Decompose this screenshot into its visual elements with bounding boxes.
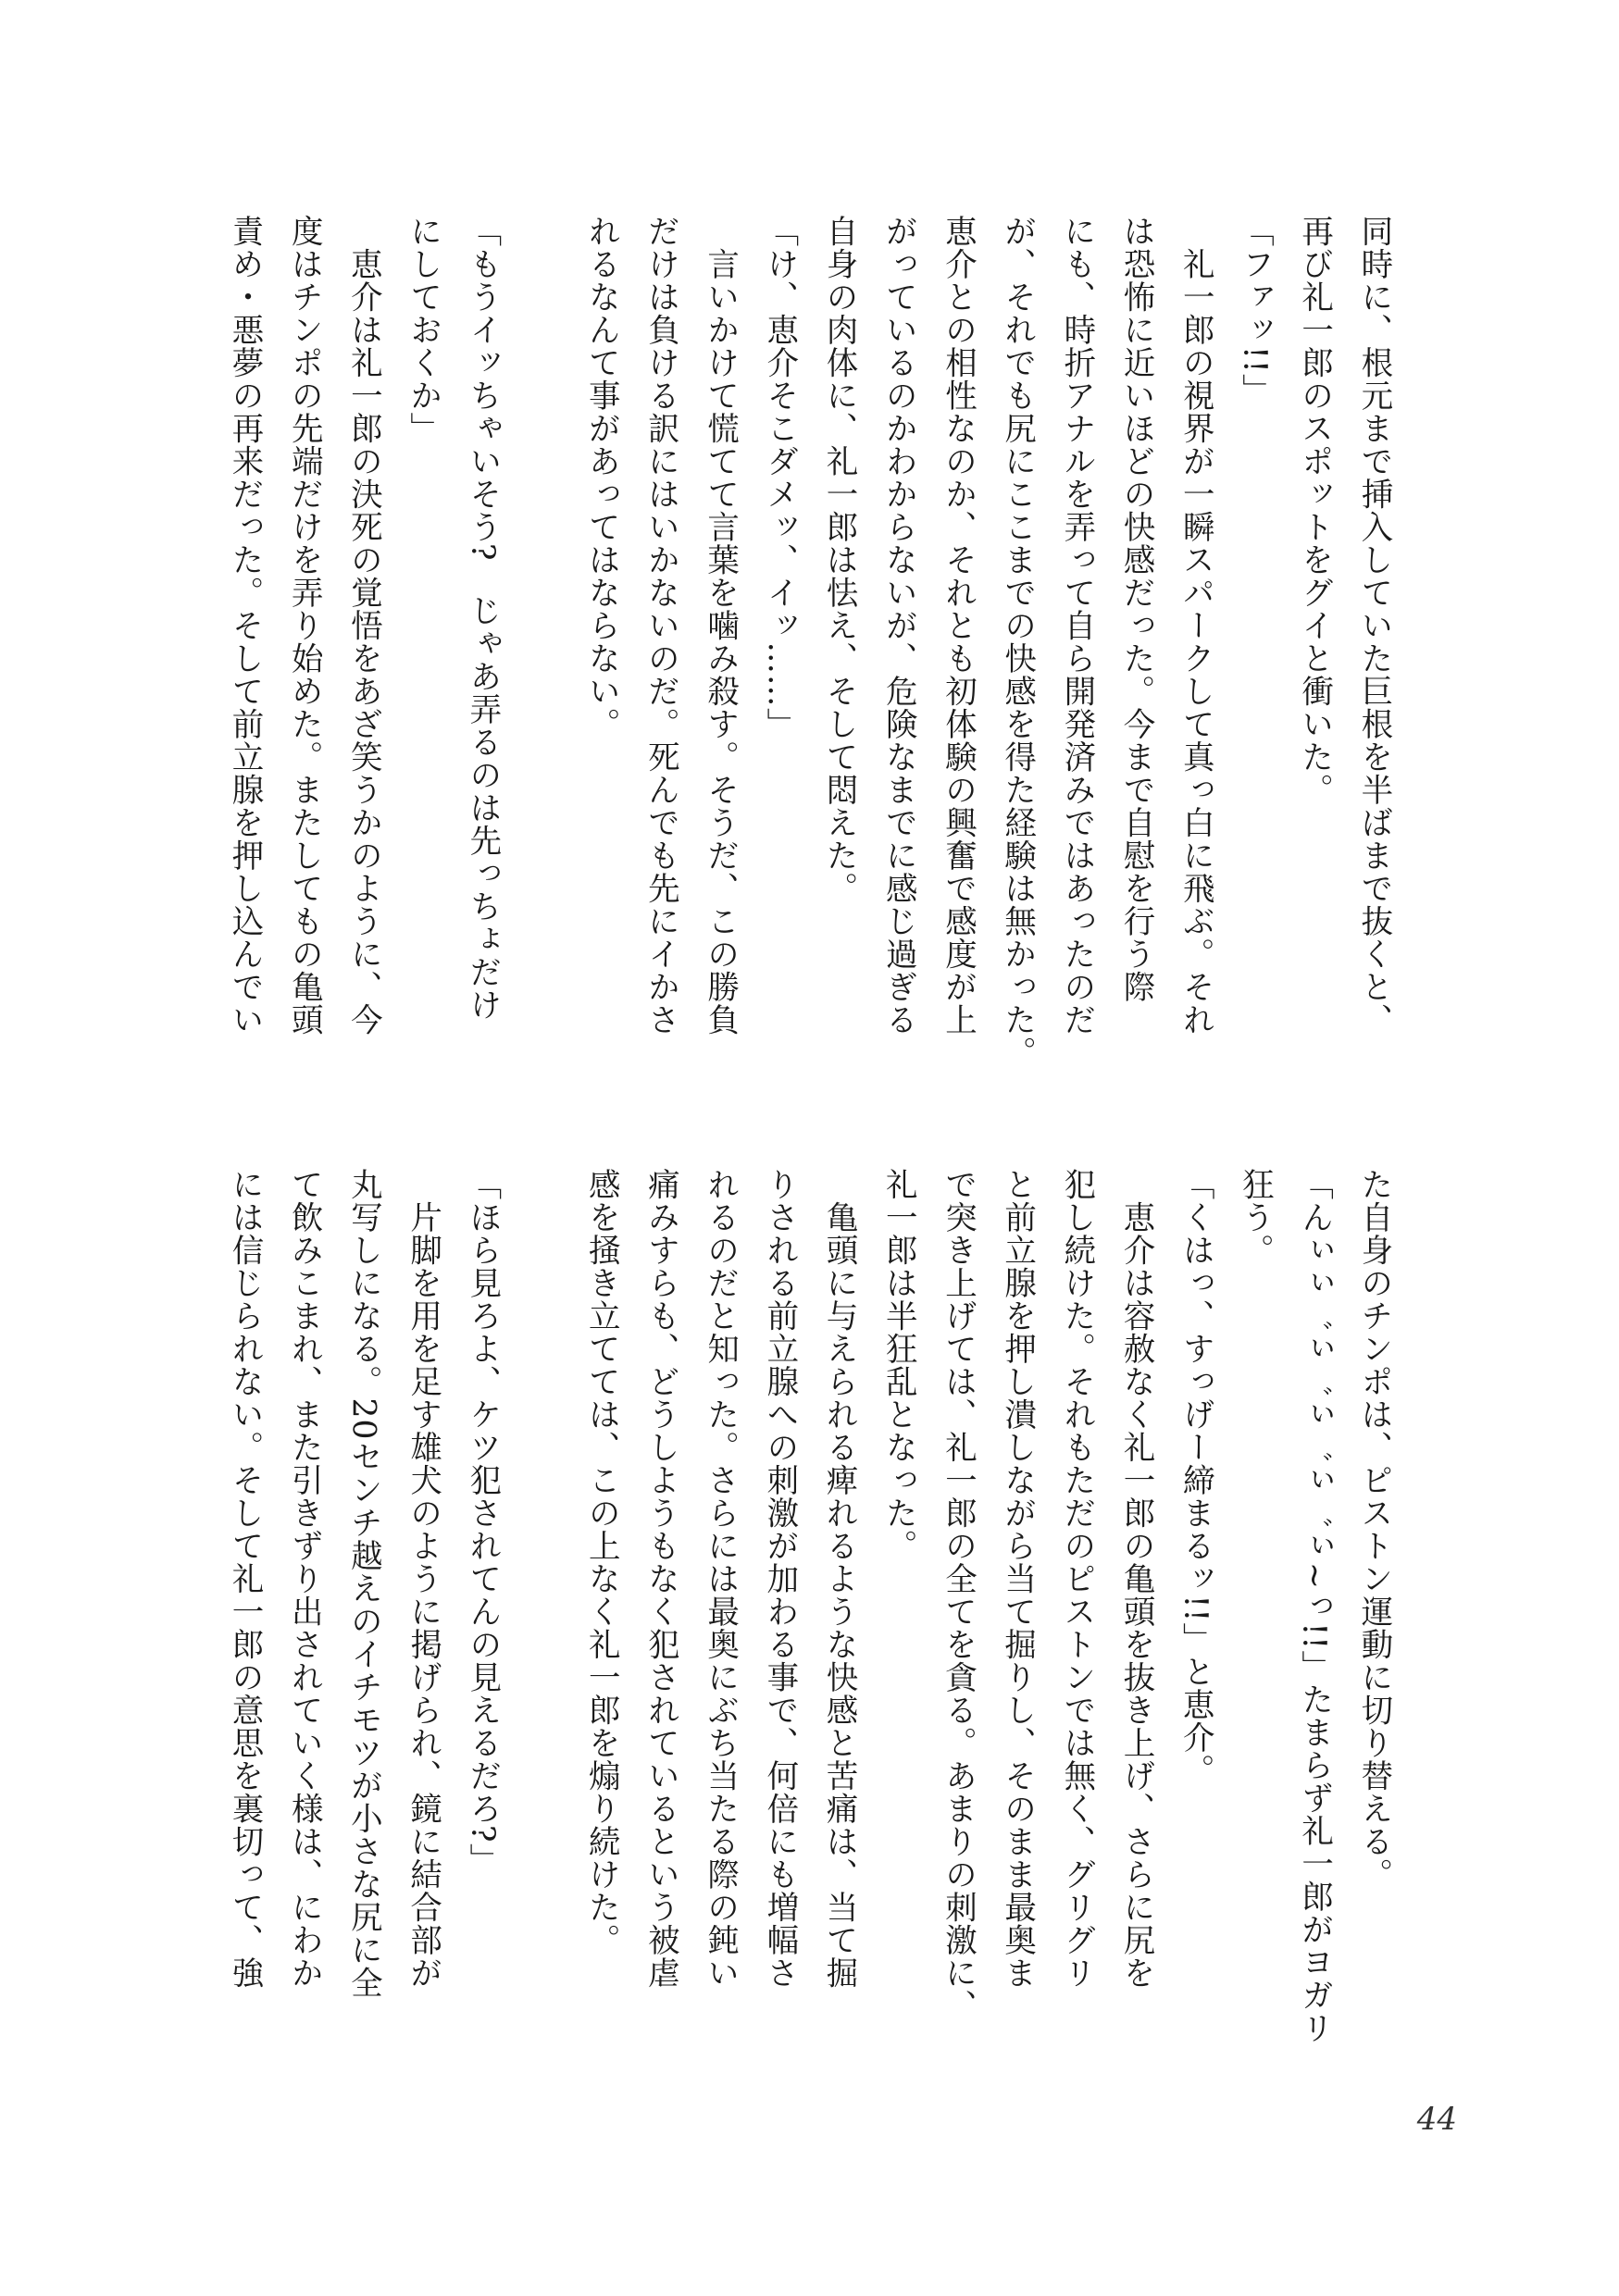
text-line: 責め・悪夢の再来だった。そして前立腺を押し込んでい <box>226 215 263 1036</box>
text-line: れるなんて事があってはならない。 <box>582 215 620 740</box>
text-line: と前立腺を押し潰しながら当て掘りし、そのまま最奥ま <box>998 1168 1036 1990</box>
text-line: 「もうイッちゃいそう? じゃあ弄るのは先っちょだけ <box>463 215 501 1022</box>
blank-line <box>514 1168 569 2071</box>
text-line: にしておくか」 <box>404 215 442 445</box>
text-line: 「くはっ、すっげー締まるッ!!」と恵介。 <box>1177 1168 1214 1787</box>
text-line: 犯し続けた。それもただのピストンでは無く、グリグリ <box>1057 1168 1095 1990</box>
text-line: にも、時折アナルを弄って自ら開発済みではあったのだ <box>1057 215 1095 1036</box>
text-line: 「ファッ!!」 <box>1236 215 1274 407</box>
text-line: 感を掻き立てては、この上なく礼一郎を煽り続けた。 <box>582 1168 620 1956</box>
text-line: 片脚を用を足す雄犬のように掲げられ、鏡に結合部が <box>404 1168 442 1990</box>
blank-line <box>514 215 569 1101</box>
text-line: 痛みすらも、どうしようもなく犯されているという被虐 <box>641 1168 679 1990</box>
text-line: 恵介との相性なのか、それとも初体験の興奮で感度が上 <box>939 215 977 1036</box>
text-block-top <box>217 215 1401 1101</box>
text-line: て飲みこまれ、また引きずり出されていく様は、にわか <box>285 1168 323 1990</box>
text-line: 「んぃぃ゛ぃ゛ぃ゛ぃ゛ぃ~っ!!」たまらず礼一郎がヨガリ <box>1295 1168 1333 2045</box>
text-line: 自身の肉体に、礼一郎は怯え、そして悶えた。 <box>820 215 858 905</box>
text-line: れるのだと知った。さらには最奥にぶち当たる際の鈍い <box>701 1168 739 1990</box>
page-number: 44 <box>1416 2101 1457 2138</box>
text-line: 礼一郎は半狂乱となった。 <box>879 1168 917 1562</box>
text-line: 同時に、根元まで挿入していた巨根を半ばまで抜くと、 <box>1354 215 1392 1036</box>
text-line: 「ほら見ろよ、ケツ犯されてんの見えるだろ?」 <box>463 1168 501 1876</box>
text-line: た自身のチンポは、ピストン運動に切り替える。 <box>1354 1168 1392 1891</box>
text-line: で突き上げては、礼一郎の全てを貪る。あまりの刺激に、 <box>939 1168 977 2022</box>
text-line: りされる前立腺への刺激が加わる事で、何倍にも増幅さ <box>760 1168 798 1990</box>
text-line: 恵介は容赦なく礼一郎の亀頭を抜き上げ、さらに尻を <box>1117 1168 1155 1990</box>
text-line: 丸写しになる。20センチ越えのイチモツが小さな尻に全 <box>344 1168 382 1999</box>
text-line: がっているのかわからないが、危険なまでに感じ過ぎる <box>879 215 917 1036</box>
text-line: 礼一郎の視界が一瞬スパークして真っ白に飛ぶ。それ <box>1177 215 1214 1036</box>
text-line: 亀頭に与えられる痺れるような快感と苦痛は、当て掘 <box>820 1168 858 1990</box>
text-line: だけは負ける訳にはいかないのだ。死んでも先にイかさ <box>641 215 679 1036</box>
text-line: 恵介は礼一郎の決死の覚悟をあざ笑うかのように、今 <box>344 215 382 1036</box>
text-line: が、それでも尻にここまでの快感を得た経験は無かった。 <box>998 215 1036 1069</box>
text-line: 再び礼一郎のスポットをグイと衝いた。 <box>1295 215 1333 806</box>
text-line: 度はチンポの先端だけを弄り始めた。またしてもの亀頭 <box>285 215 323 1036</box>
text-line: は恐怖に近いほどの快感だった。今まで自慰を行う際 <box>1117 215 1155 1003</box>
text-line: には信じられない。そして礼一郎の意思を裏切って、強 <box>226 1168 263 1990</box>
text-line: 「け、恵介そこダメッ、イッ……」 <box>760 215 798 740</box>
text-line: 言いかけて慌てて言葉を噛み殺す。そうだ、この勝負 <box>701 215 739 1036</box>
text-block-bottom <box>217 1168 1401 2071</box>
text-line: 狂う。 <box>1236 1168 1274 1267</box>
